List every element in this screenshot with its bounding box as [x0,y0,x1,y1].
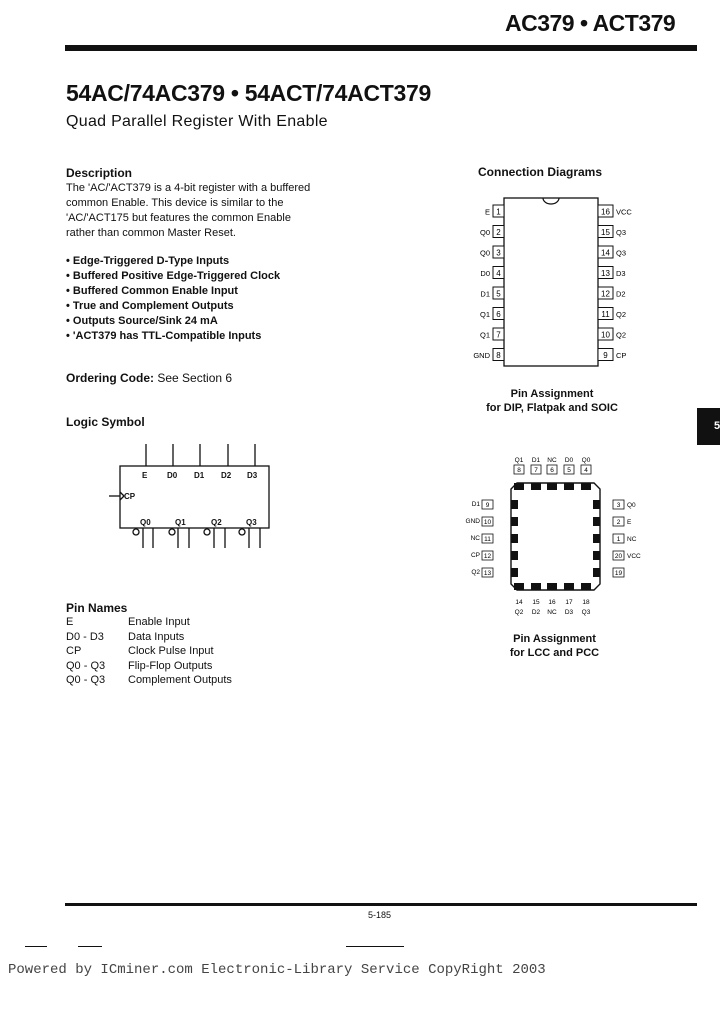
lcc-pad [514,483,524,490]
dip-caption [462,387,642,415]
logic-pin-q3: Q3 [246,518,257,527]
dip-diagram [462,195,642,370]
dip-pin-number: 4 [496,269,501,278]
dip-pin-number: 10 [601,330,610,340]
section-tab-label: 5 [714,420,720,432]
pin-names-row [66,674,232,689]
lcc-pin-number: 10 [483,519,492,526]
lcc-pin-label: GND [465,518,480,525]
dip-pin-number: 15 [601,228,610,237]
dip-pin-number: 1 [496,207,501,217]
lcc-pin-label: D0 [564,457,574,464]
section-tab [697,408,720,445]
page-number: 5-185 [368,910,392,920]
lcc-pin-number: 5 [567,467,571,474]
lcc-pad [564,483,574,490]
logic-pin-d2: D2 [221,471,232,480]
lcc-pin-number: 2 [616,519,621,526]
lcc-pad [581,483,591,490]
logic-pin-q2: Q2 [211,518,222,527]
logic-pin-cp: CP [124,492,136,501]
logic-symbol-heading: Logic Symbol [66,415,145,429]
lcc-pin-label: Q1 [514,457,524,464]
ordering-code-value: See Section 6 [157,371,233,385]
pin-names-row [66,645,232,660]
lcc-pin-number: 12 [483,553,492,560]
lcc-pin-number: 3 [616,502,621,509]
lcc-pad [514,583,524,590]
lcc-pin-label: D1 [471,501,480,508]
dip-pin-label: Q1 [479,310,490,319]
lcc-pin-label: Q3 [581,609,591,616]
lcc-pin-number: 9 [485,502,490,509]
header-part-numbers: AC379 • ACT379 [505,10,676,36]
lcc-pin-label: D2 [531,609,541,616]
dip-pin-number: 9 [603,351,608,360]
dip-pin-number: 6 [496,310,501,319]
lcc-pad [511,568,518,577]
description-text [66,181,310,241]
lcc-pad [564,583,574,590]
pin-name: Q0 - Q3 [66,674,106,686]
lcc-pad [531,583,541,590]
lcc-pin-number: 8 [517,467,521,474]
lcc-pin-label: NC [547,609,557,616]
dip-pin-number: 5 [496,289,501,299]
feature-item: • Outputs Source/Sink 24 mA [66,314,280,329]
pin-names-row [66,631,232,646]
lcc-pad [531,483,541,490]
pin-desc: Flip-Flop Outputs [128,659,213,672]
lcc-pin-number: 15 [532,599,540,606]
lcc-diagram [455,450,655,625]
lcc-pad [511,500,518,509]
description-line: rather than common Master Reset. [66,227,236,239]
feature-item: • True and Complement Outputs [66,299,280,314]
lcc-body [511,483,600,590]
lcc-pad [593,500,600,509]
footer-rule [65,903,697,906]
lcc-pad [547,583,557,590]
description-line: common Enable. This device is similar to the [66,197,284,209]
footer-text: Powered by ICminer.com Electronic-Library Service CopyRight 2003 [8,962,546,978]
lcc-pad [581,583,591,590]
lcc-pin-label: NC [627,536,637,543]
dash-mark [25,946,47,947]
lcc-pad [547,483,557,490]
dip-pin-number: 11 [601,310,610,319]
lcc-pin-number: 4 [584,467,588,474]
dip-pin-label: Q3 [616,228,627,237]
lcc-pad [593,517,600,526]
lcc-pin-label: CP [470,552,480,559]
dip-pin-number: 16 [601,207,610,217]
dash-mark [346,946,404,947]
description-line: 'AC/'ACT175 but features the common Enable [66,212,291,224]
logic-pin-d0: D0 [167,471,178,480]
dip-pin-label: GND [473,351,490,360]
dip-pin-number: 7 [496,330,501,340]
dip-pin-label: Q1 [479,330,490,340]
pin-desc: Data Inputs [128,630,185,643]
dip-pin-label: Q2 [616,330,627,340]
logic-pin-q0: Q0 [140,518,151,527]
lcc-pad [511,517,518,526]
pin-names-row [66,616,232,631]
lcc-caption [462,632,647,660]
pin-names-heading: Pin Names [66,601,128,615]
lcc-pin-label: D3 [564,609,574,616]
lcc-pin-number: 18 [582,599,590,606]
pin-desc: Clock Pulse Input [128,645,214,657]
description-line: The 'AC/'ACT379 is a 4-bit register with a buffered [66,182,311,194]
header-rule [65,45,697,51]
lcc-pin-label: VCC [627,553,641,560]
lcc-caption-line: Pin Assignment [513,633,596,645]
lcc-pin-label: Q2 [514,609,524,616]
lcc-pin-number: 17 [565,599,573,606]
pin-name: D0 - D3 [66,630,104,643]
lcc-pin-number: 13 [483,570,492,577]
dip-pin-number: 8 [496,351,501,360]
dip-pin-label: D0 [480,269,490,278]
lcc-pad [511,534,518,543]
dip-pin-label: Q0 [479,248,490,258]
dip-caption-line: for DIP, Flatpak and SOIC [486,402,618,414]
lcc-pin-label: E [627,519,632,526]
dip-pin-label: CP [616,351,627,360]
page-title: 54AC/74AC379 • 54ACT/74ACT379 [66,80,431,106]
logic-pin-e: E [142,471,148,480]
lcc-pad [593,568,600,577]
lcc-pin-number: 20 [614,553,623,560]
dip-pin-number: 13 [601,269,610,278]
lcc-pin-label: D1 [531,457,541,464]
lcc-pin-label: Q0 [581,457,591,464]
lcc-pin-number: 16 [548,599,556,606]
lcc-pin-label: Q0 [627,502,636,509]
dash-mark [78,946,102,947]
lcc-pad [593,534,600,543]
lcc-pin-number: 14 [515,599,523,606]
feature-item: • Buffered Positive Edge-Triggered Clock [66,269,280,284]
ordering-code-label: Ordering Code: [66,371,155,385]
dip-pin-label: Q0 [479,228,490,237]
dip-pin-label: D3 [616,269,626,278]
lcc-pin-label: NC [547,457,557,464]
lcc-pin-number: 1 [616,536,621,543]
dip-notch [543,198,559,204]
pin-names-row [66,660,232,675]
dip-pin-label: VCC [616,207,632,217]
dip-caption-line: Pin Assignment [510,388,594,400]
logic-pin-q1: Q1 [175,518,186,527]
dip-pin-label: E [484,207,490,217]
description-heading: Description [66,166,133,180]
feature-item: • Edge-Triggered D-Type Inputs [66,254,280,269]
lcc-pin-label: Q2 [471,569,480,576]
lcc-pin-number: 19 [614,570,623,577]
connection-diagrams-heading: Connection Diagrams [478,165,603,179]
feature-item: • Buffered Common Enable Input [66,284,280,299]
lcc-pin-number: 6 [550,467,554,474]
ordering-code [66,371,232,385]
logic-symbol [105,440,275,552]
pin-name: Q0 - Q3 [66,659,106,672]
lcc-pin-label: NC [470,535,480,542]
logic-pin-d1: D1 [194,471,205,480]
feature-list [66,254,280,344]
dip-pin-label: D1 [480,289,490,299]
dip-pin-label: Q3 [616,248,627,258]
dip-pin-number: 14 [601,248,610,258]
dip-pin-number: 3 [496,248,501,258]
lcc-pad [511,551,518,560]
dip-body [504,198,598,366]
dip-pin-label: Q2 [616,310,627,319]
pin-name: E [66,616,74,628]
logic-pin-d3: D3 [247,471,258,480]
dip-pin-number: 2 [496,228,501,237]
pin-name: CP [66,645,82,657]
feature-item: • 'ACT379 has TTL-Compatible Inputs [66,329,280,344]
lcc-pin-number: 11 [484,536,491,543]
pin-names-table [66,616,232,689]
lcc-pin-number: 7 [534,467,538,474]
pin-desc: Enable Input [128,616,190,628]
lcc-caption-line: for LCC and PCC [509,647,600,659]
dip-pin-label: D2 [616,289,626,299]
pin-desc: Complement Outputs [128,674,232,686]
dip-pin-number: 12 [601,289,610,299]
page-subtitle: Quad Parallel Register With Enable [66,113,328,130]
lcc-pad [593,551,600,560]
